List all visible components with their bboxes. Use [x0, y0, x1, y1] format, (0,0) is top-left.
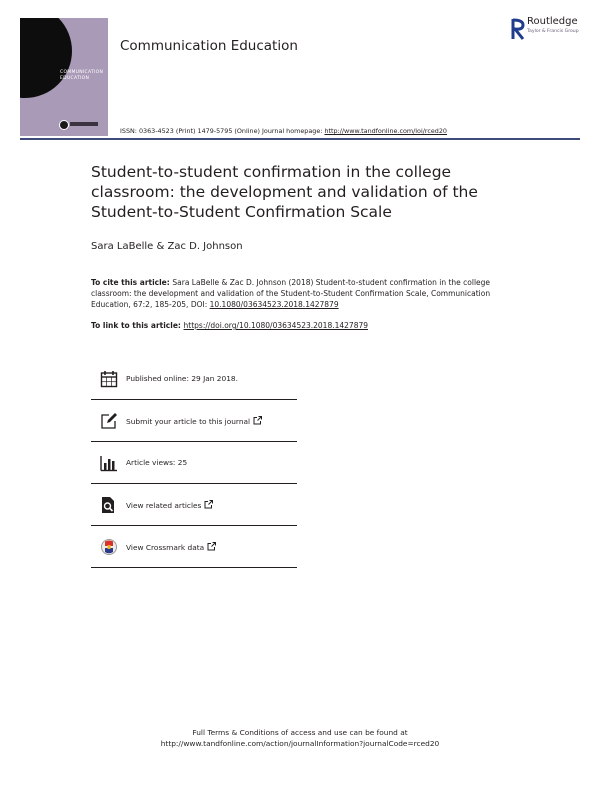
issn-text: ISSN: 0363-4523 (Print) 1479-5795 (Online) Journal homepage:: [120, 127, 325, 135]
article-link-label: To link to this article:: [91, 321, 184, 330]
bar-chart-icon: [100, 454, 118, 472]
citation-block: [91, 277, 521, 310]
journal-homepage-link[interactable]: http://www.tandfonline.com/loi/rced20: [324, 127, 447, 135]
terms-text: Full Terms & Conditions of access and use can be found at: [192, 728, 408, 737]
cover-publisher-mark: [70, 122, 98, 126]
article-title: Student-to-student confirmation in the college classroom: the development and validation of the Student-to-Student Confirmation Scale: [91, 163, 478, 221]
calendar-icon: [100, 370, 118, 388]
cover-seal-icon: [59, 120, 69, 130]
routledge-logo-icon: [511, 18, 525, 40]
external-link-icon: [207, 542, 216, 551]
journal-cover-image: [20, 18, 108, 136]
publisher-tagline: Taylor & Francis Group: [527, 29, 579, 34]
publisher-name: Routledge: [527, 16, 578, 27]
doi-link[interactable]: 10.1080/03634523.2018.1427879: [209, 300, 339, 309]
crossmark-link[interactable]: View Crossmark data: [126, 542, 205, 552]
submit-article-item[interactable]: [91, 400, 297, 442]
cover-title: COMMUNICATION EDUCATION: [60, 70, 104, 81]
article-link-line: [91, 321, 368, 330]
edit-icon: [100, 412, 118, 430]
issn-line: [120, 127, 447, 135]
published-online-item: [91, 358, 297, 400]
submit-article-link[interactable]: Submit your article to this journal: [126, 416, 251, 426]
article-views-item: [91, 442, 297, 484]
terms-link[interactable]: http://www.tandfonline.com/action/journalInformation?journalCode=rced20: [160, 739, 440, 748]
related-articles-link[interactable]: View related articles: [126, 500, 202, 510]
cover-graphic: [20, 18, 72, 98]
published-online-text: Published online: 29 Jan 2018.: [126, 374, 238, 383]
article-info-list: [91, 358, 297, 568]
crossmark-item[interactable]: [91, 526, 297, 568]
terms-footer: [0, 727, 600, 749]
external-link-icon: [253, 416, 262, 425]
citation-label: To cite this article:: [91, 278, 173, 287]
article-authors: Sara LaBelle & Zac D. Johnson: [91, 241, 243, 252]
article-views-text: Article views: 25: [126, 458, 188, 467]
related-articles-icon: [100, 496, 118, 514]
citation-text: Sara LaBelle & Zac D. Johnson (2018) Student-to-student confirmation in the college classroom: the development and validation of the Student-to-Student Confirmation Scale, Communication Education, 67:2, 185-205, DOI:: [91, 278, 491, 309]
related-articles-item[interactable]: [91, 484, 297, 526]
article-doi-url-link[interactable]: https://doi.org/10.1080/03634523.2018.1427879: [183, 321, 369, 330]
external-link-icon: [204, 500, 213, 509]
header-divider: [20, 138, 580, 140]
journal-name: Communication Education: [120, 38, 298, 54]
publisher-logo: [511, 16, 591, 46]
crossmark-icon: [100, 538, 118, 556]
